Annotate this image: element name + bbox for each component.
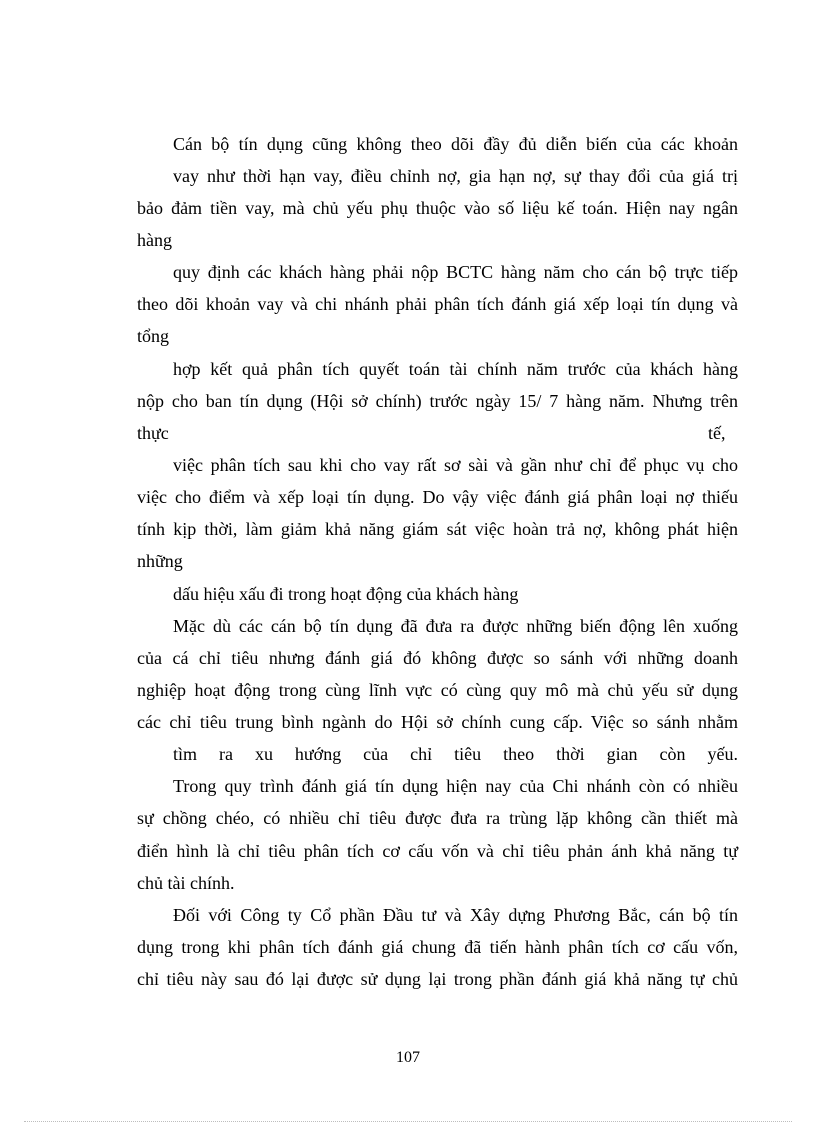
text-line-14: những	[137, 551, 183, 571]
text-line-20: tìm ra xu hướng của chỉ tiêu theo thời gian còn yếu.	[173, 744, 738, 764]
text-line-24: chủ tài chính.	[137, 873, 235, 893]
text-line-16: Mặc dù các cán bộ tín dụng đã đưa ra được những biến động lên xuống	[173, 616, 738, 636]
text-line-7: tổng	[137, 326, 170, 346]
text-line-25: Đối với Công ty Cổ phần Đầu tư và Xây dựng Phương Bắc, cán bộ tín	[173, 905, 738, 925]
text-line-3: bảo đảm tiền vay, mà chủ yếu phụ thuộc vào số liệu kế toán. Hiện nay ngân	[137, 198, 738, 218]
text-line-2: vay như thời hạn vay, điều chỉnh nợ, gia hạn nợ, sự thay đổi của giá trị	[173, 166, 738, 186]
text-line-5: quy định các khách hàng phải nộp BCTC hàng năm cho cán bộ trực tiếp	[173, 262, 738, 282]
text-line-26: dụng trong khi phân tích đánh giá chung đã tiến hành phân tích cơ cấu vốn,	[137, 937, 738, 957]
text-line-21: Trong quy trình đánh giá tín dụng hiện nay của Chi nhánh còn có nhiều	[173, 776, 738, 796]
text-line-10b: tế,	[708, 423, 726, 443]
page-number: 107	[396, 1049, 420, 1066]
page-bottom-divider	[24, 1121, 792, 1122]
text-line-12: việc cho điểm và xếp loại tín dụng. Do vậy việc đánh giá phân loại nợ thiếu	[137, 487, 738, 507]
text-line-9: nộp cho ban tín dụng (Hội sở chính) trước ngày 15/ 7 hàng năm. Nhưng trên	[137, 391, 738, 411]
text-line-6: theo dõi khoản vay và chi nhánh phải phân tích đánh giá xếp loại tín dụng và	[137, 294, 738, 314]
text-line-17: của cá chỉ tiêu nhưng đánh giá đó không được so sánh với những doanh	[137, 648, 738, 668]
text-line-4: hàng	[137, 230, 172, 250]
text-line-22: sự chồng chéo, có nhiều chỉ tiêu được đưa ra trùng lặp không cần thiết mà	[137, 808, 738, 828]
text-line-1: Cán bộ tín dụng cũng không theo dõi đầy đủ diễn biến của các khoản	[173, 134, 738, 154]
text-line-13: tính kịp thời, làm giảm khả năng giám sát việc hoàn trả nợ, không phát hiện	[137, 519, 738, 539]
text-line-18: nghiệp hoạt động trong cùng lĩnh vực có cùng quy mô mà chủ yếu sử dụng	[137, 680, 738, 700]
text-line-10a: thực	[137, 423, 169, 443]
text-line-27: chỉ tiêu này sau đó lại được sử dụng lại trong phần đánh giá khả năng tự chủ	[137, 969, 738, 989]
text-line-11: việc phân tích sau khi cho vay rất sơ sài và gần như chỉ để phục vụ cho	[173, 455, 738, 475]
text-line-23: điển hình là chỉ tiêu phân tích cơ cấu vốn và chỉ tiêu phản ánh khả năng tự	[137, 841, 738, 861]
text-line-15: dấu hiệu xấu đi trong hoạt động của khách hàng	[173, 584, 519, 604]
text-line-8: hợp kết quả phân tích quyết toán tài chính năm trước của khách hàng	[173, 359, 738, 379]
text-line-19: các chỉ tiêu trung bình ngành do Hội sở chính cung cấp. Việc so sánh nhằm	[137, 712, 738, 732]
